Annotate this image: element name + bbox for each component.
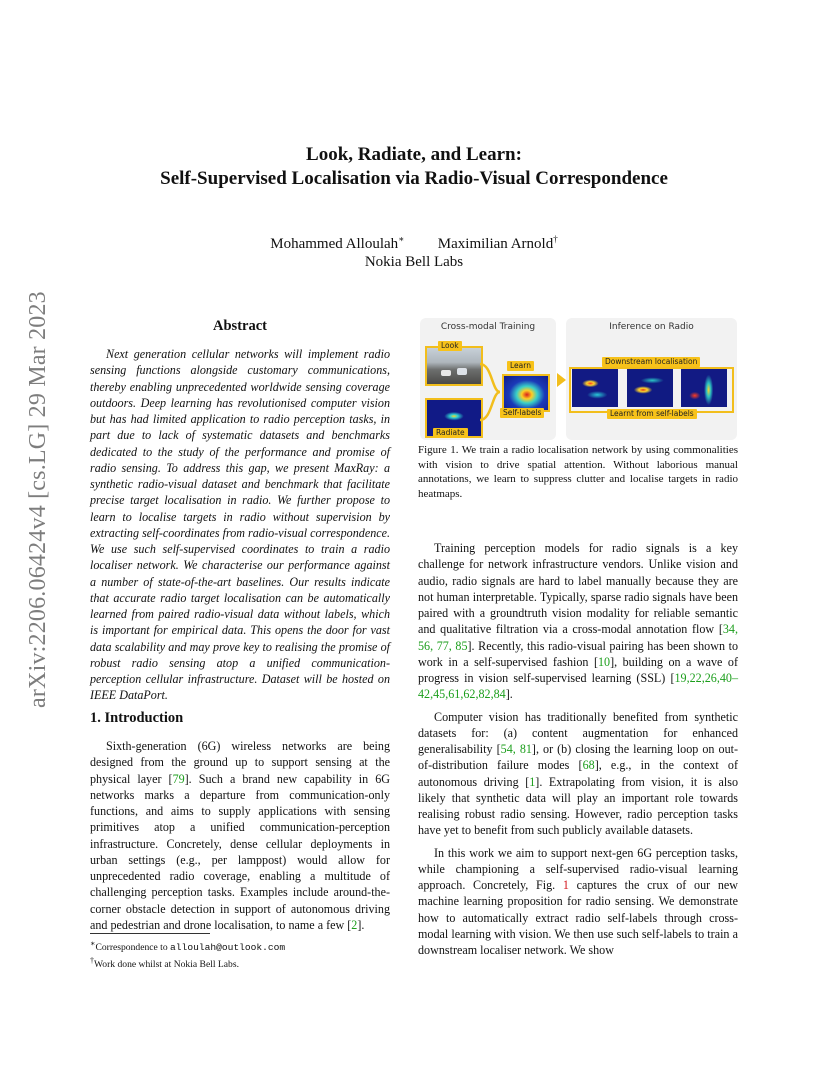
author-footnote-mark: †: [553, 234, 558, 244]
footnotes: [90, 937, 390, 971]
intro-paragraph: [90, 738, 390, 933]
right-column-body: [418, 540, 738, 964]
citation-link[interactable]: 1: [529, 774, 536, 789]
paper-title-line1: Look, Radiate, and Learn:: [306, 144, 522, 165]
author-name: Maximilian Arnold: [437, 236, 554, 252]
author-name: Mohammed Alloulah: [270, 236, 399, 252]
text-span: In this work we aim to support next-gen 6G perception tasks, while championing a self-supervised radio-visual learning approach. Concretely, Fig.: [418, 845, 738, 892]
text-span: ]. Such a brand new capability in 6G networks marks a departure from communication-only functions, and aims to supply applications with sensing primitives atop a unified communication-perception infrastructure. Concretely, dense cellular deployments in urban settings (e.g., per lamppost) would allow for unprecedented radio coverage, enabling a multitude of challenging perception tasks. Examples include around-the-corner obstacle detection in support of autonomous driving and pedestrian and drone localisation, to name a few [: [90, 771, 391, 932]
citation-link[interactable]: 54, 81: [500, 742, 532, 756]
text-span: ]. Extrapolating from vision, it is also likely that synthetic data will play an important role towards realising robust radio sensing. However, radio perception tasks have yet to benefit from such publicly available datasets.: [418, 774, 738, 838]
footnote-mark: ∗: [90, 939, 96, 948]
arrow-right-icon: [557, 373, 566, 387]
abstract-heading: Abstract: [213, 318, 267, 334]
arxiv-identifier: arXiv:2206.06424v4 [cs.LG] 29 Mar 2023: [25, 291, 51, 708]
panel-cross-modal-training: [420, 318, 556, 440]
citation-link[interactable]: 2: [351, 917, 358, 932]
inference-heatmap: [572, 369, 618, 407]
citation-link[interactable]: 68: [582, 758, 595, 773]
inference-heatmap: [681, 369, 727, 407]
text-span: ], e.g., in the context of autonomous driving [: [418, 758, 738, 789]
footnote-divider: [90, 933, 210, 934]
section-heading: 1. Introduction: [90, 710, 184, 726]
tag-look: Look: [438, 341, 462, 351]
text-span: captures the crux of our new machine learning proposition for radio sensing. We demonstrate how to automatically extract radio self-labels through cross-modal learning with vision. We then use such self-labels to train a downstream localiser network. We show: [418, 878, 738, 957]
self-label-heatmap: [502, 374, 550, 412]
text-span: ], building on a wave of progress in vision self-supervised learning (SSL) [: [418, 654, 738, 685]
paragraph: [418, 845, 738, 959]
panel-inference-on-radio: [566, 318, 737, 440]
text-span: Sixth-generation (6G) wireless networks are being designed from the ground up to support sensing at the physical layer [: [90, 739, 390, 786]
panel-title: Cross-modal Training: [440, 322, 536, 332]
text-span: ].: [357, 917, 365, 932]
footnote: [90, 954, 390, 971]
figure-caption: Figure 1. We train a radio localisation network by using commonalities with vision to drive spatial attention. Without laborious manual annotations, we learn to suppress clutter and localise targets in radio heatmaps.: [418, 444, 738, 500]
paragraph: [418, 709, 738, 839]
author-list: [0, 229, 828, 254]
footnote: [90, 937, 390, 954]
merge-arrows: [478, 358, 502, 428]
abstract-text: Next generation cellular networks will implement radio sensing functions alongside customary communications, thereby enabling unprecedented worldwide sensing coverage outdoors. Deep learning has revolutionised computer vision but has had limited application to radio perception tasks, in part due to lack of systematic datasets and benchmarks dedicated to the study of the performance and promise of radio sensing. To address this gap, we present MaxRay: a synthetic radio-visual dataset and benchmark that facilitate precise target localisation in radio. We further propose to learn to localise targets in radio without supervision by extracting self-coordinates from radio-visual correspondence. We use such self-supervised coordinates to train a radio localiser network. We characterise our performance against a number of state-of-the-art baselines. Our results indicate that accurate radio target localisation can be automatically learned from paired radio-visual data without labels, which is important for empirical data. This opens the door for vast data scalability and may prove key to realising the promise of robust radio sensing atop a unified communication-perception cellular infrastructure. Dataset will be hosted on IEEE DataPort.: [90, 347, 390, 703]
text-span: Training perception models for radio signals is a key challenge for network infrastructure vendors. Unlike vision and audio, radio signals are hard to label manually because they are not human interpretable. Typically, sparse radio signals have been paired with a groundtruth vision modality for reliable semantic and qualitative filtration via a cross-modal annotation flow [: [418, 541, 738, 637]
inference-heatmap: [627, 369, 673, 407]
tag-downstream-localisation: Downstream localisation: [602, 357, 700, 367]
tag-self-labels: Self-labels: [500, 408, 544, 418]
footnote-text: Correspondence to: [95, 942, 171, 954]
tag-learnt-from-self-labels: Learnt from self-labels: [607, 409, 697, 419]
figure-link[interactable]: 1: [562, 878, 569, 892]
text-span: ], or (b) closing the learning loop on out-of-distribution failure modes [: [418, 742, 739, 773]
tag-learn: Learn: [507, 361, 534, 371]
citation-link[interactable]: 79: [172, 771, 185, 786]
text-span: ]. Recently, this radio-visual pairing has been shown to work in a self-supervised fashion [: [418, 638, 738, 669]
text-span: ].: [505, 687, 513, 702]
affiliation: Nokia Bell Labs: [364, 254, 464, 270]
tag-radiate: Radiate: [433, 428, 468, 438]
footnote-text: Work done whilst at Nokia Bell Labs.: [94, 959, 239, 971]
paragraph: [418, 540, 738, 703]
footnote-mark: †: [90, 956, 94, 966]
camera-image: [425, 346, 483, 386]
text-span: Computer vision has traditionally benefited from synthetic datasets for: (a) content augmentation for enhanced generalisability [: [418, 709, 738, 756]
panel-title: Inference on Radio: [609, 322, 694, 332]
citation-link[interactable]: 10: [597, 654, 611, 669]
citation-link[interactable]: 34, 56, 77, 85: [418, 622, 738, 653]
email-link[interactable]: alloulah@outlook.com: [170, 942, 286, 954]
citation-link[interactable]: 19,22,26,40–42,45,61,62,82,84: [418, 671, 738, 702]
author-footnote-mark: ∗: [398, 234, 405, 244]
paper-title-line2: Self-Supervised Localisation via Radio-Visual Correspondence: [160, 168, 668, 189]
